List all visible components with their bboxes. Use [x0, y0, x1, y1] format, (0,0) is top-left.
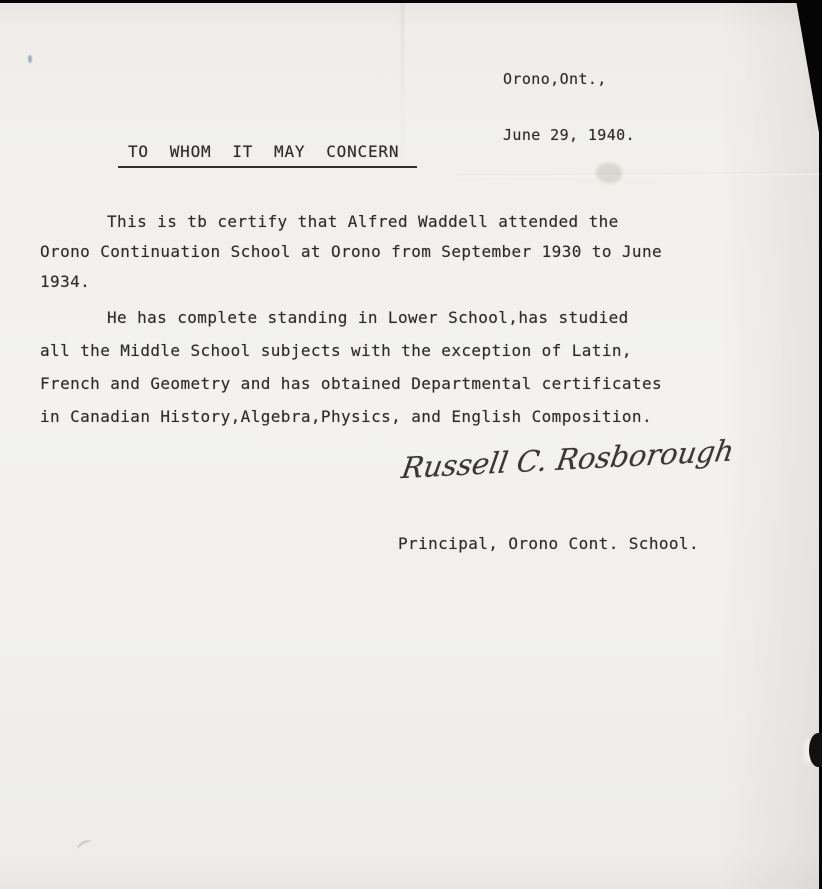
bottom-shading	[0, 849, 819, 889]
dateline	[503, 33, 635, 181]
signature-title: Principal, Orono Cont. School.	[398, 534, 699, 553]
paper	[0, 3, 819, 889]
paragraph2-line2: all the Middle School subjects with the exception of Latin,	[40, 341, 632, 360]
ink-speck	[28, 55, 32, 63]
edge-tear-notch	[809, 733, 822, 767]
paragraph2-line3: French and Geometry and has obtained Departmental certificates	[40, 374, 663, 393]
dateline-place: Orono,Ont.,	[503, 70, 607, 88]
letter-heading: TO WHOM IT MAY CONCERN	[118, 142, 417, 168]
paragraph2-line1: He has complete standing in Lower School,has studied	[107, 308, 629, 327]
paragraph2-line4: in Canadian History,Algebra,Physics, and English Composition.	[40, 407, 653, 426]
handwritten-signature: Russell C. Rosborough	[399, 433, 737, 486]
paragraph1-line3: 1934.	[40, 272, 91, 291]
paragraph1-line1: This is tb certify that Alfred Waddell attended the	[107, 212, 619, 231]
dateline-date: June 29, 1940.	[503, 125, 636, 144]
paragraph1-line2: Orono Continuation School at Orono from September 1930 to June	[40, 242, 663, 261]
